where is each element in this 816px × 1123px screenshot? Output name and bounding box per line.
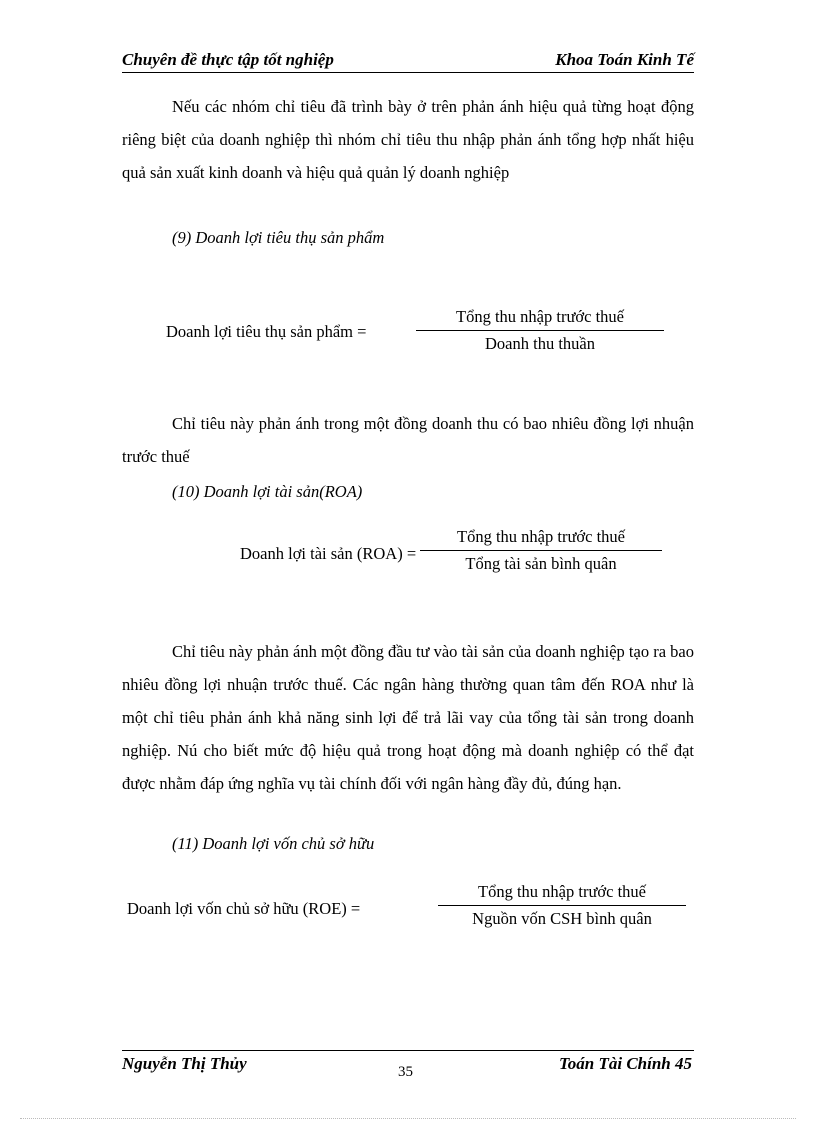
formula-11-numerator: Tổng thu nhập trước thuế <box>478 882 646 901</box>
formula-10-denominator: Tổng tài sản bình quân <box>465 554 617 573</box>
footer-divider <box>122 1050 694 1051</box>
formula-9-numerator: Tổng thu nhập trước thuế <box>456 307 624 326</box>
header-department: Khoa Toán Kinh Tế <box>555 50 694 69</box>
page-number: 35 <box>398 1064 413 1080</box>
formula-11-label: Doanh lợi vốn chủ sở hữu (ROE) = <box>127 899 361 918</box>
header-title: Chuyên đề thực tập tốt nghiệp <box>122 50 334 69</box>
section-9-heading: (9) Doanh lợi tiêu thụ sản phẩm <box>172 228 385 247</box>
footer-author: Nguyễn Thị Thủy <box>122 1054 247 1073</box>
formula-10-numerator: Tổng thu nhập trước thuế <box>457 527 625 546</box>
formula-10-fraction <box>420 524 662 577</box>
formula-11-denominator: Nguồn vốn CSH bình quân <box>472 909 652 928</box>
formula-10-label: Doanh lợi tài sản (ROA) = <box>240 544 417 563</box>
formula-9-denominator: Doanh thu thuần <box>485 334 595 353</box>
section-11-heading: (11) Doanh lợi vốn chủ sở hữu <box>172 834 375 853</box>
intro-paragraph: Nếu các nhóm chỉ tiêu đã trình bày ở trên phản ánh hiệu quả từng hoạt động riêng biệt của doanh nghiệp thì nhóm chỉ tiêu thu nhập phản ánh tổng hợp nhất hiệu quả sản xuất kinh doanh và hiệu quả quản lý doanh nghiệp <box>122 97 694 182</box>
page-bottom-border <box>20 1118 796 1119</box>
formula-9-label: Doanh lợi tiêu thụ sản phẩm = <box>166 322 367 341</box>
section-9-explanation: Chỉ tiêu này phản ánh trong một đồng doanh thu có bao nhiêu đồng lợi nhuận trước thuế <box>122 414 694 466</box>
section-10-explanation: Chỉ tiêu này phản ánh một đồng đầu tư vào tài sản của doanh nghiệp tạo ra bao nhiêu đồng lợi nhuận trước thuế. Các ngân hàng thường quan tâm đến ROA như là một chỉ tiêu phản ánh khả năng sinh lợi để trả lãi vay của tổng tài sản trong doanh nghiệp. Nú cho biết mức độ hiệu quả trong hoạt động mà doanh nghiệp có thể đạt được nhằm đáp ứng nghĩa vụ tài chính đối với ngân hàng đầy đủ, đúng hạn. <box>122 642 694 793</box>
section-10-heading: (10) Doanh lợi tài sản(ROA) <box>172 482 363 501</box>
footer-class: Toán Tài Chính 45 <box>558 1054 692 1073</box>
formula-9-fraction <box>416 304 664 357</box>
formula-11-fraction <box>438 879 686 932</box>
page-header <box>122 48 694 73</box>
